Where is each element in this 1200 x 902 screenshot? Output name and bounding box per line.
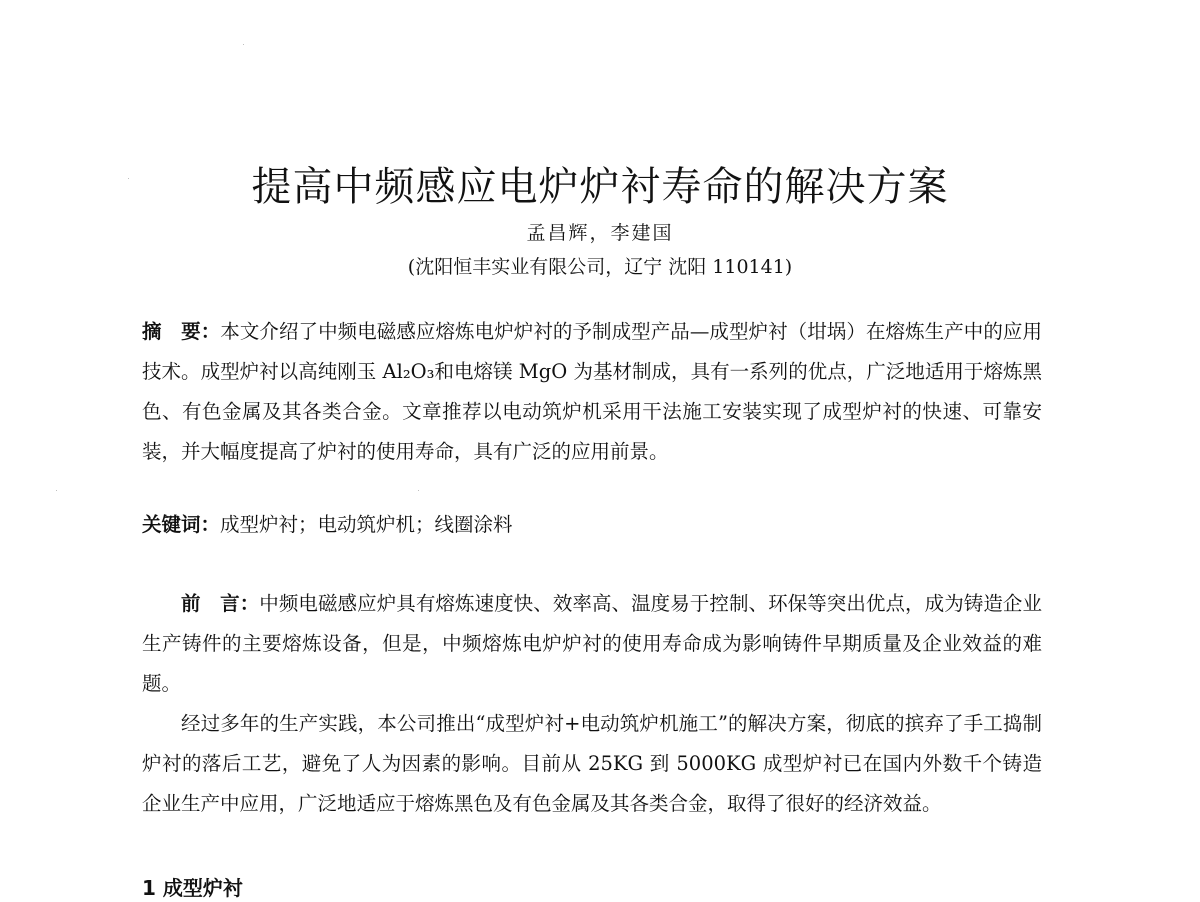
introduction [142, 584, 1042, 824]
keywords-text: 成型炉衬；电动筑炉机；线圈涂料 [220, 513, 513, 536]
affiliation: (沈阳恒丰实业有限公司，辽宁 沈阳 110141) [407, 256, 793, 278]
abstract-text: 本文介绍了中频电磁感应熔炼电炉炉衬的予制成型产品—成型炉衬（坩埚）在熔炼生产中的应用技术。成型炉衬以高纯刚玉 Al₂O₃和电熔镁 MgO 为基材制成，具有一系列的优点，广泛地适用于熔炼黑色、有色金属及其各类合金。文章推荐以电动筑炉机采用干法施工安装实现了成型炉衬的快速、可靠安装，并大幅度提高了炉衬的使用寿命，具有广泛的应用前景。 [142, 320, 1042, 463]
scan-speck [243, 44, 244, 45]
intro-text-1: 中频电磁感应炉具有熔炼速度快、效率高、温度易于控制、环保等突出优点，成为铸造企业生产铸件的主要熔炼设备，但是，中频熔炼电炉炉衬的使用寿命成为影响铸件早期质量及企业效益的难题。 [142, 592, 1042, 695]
paper-title: 提高中频感应电炉炉衬寿命的解决方案 [251, 163, 949, 210]
keywords-label: 关键词： [142, 513, 221, 536]
intro-label: 前 言： [181, 592, 260, 615]
keywords [142, 508, 1042, 542]
intro-paragraph [142, 584, 1042, 704]
intro-paragraph: 经过多年的生产实践，本公司推出“成型炉衬+电动筑炉机施工”的解决方案，彻底的摈弃了手工捣制炉衬的落后工艺，避免了人为因素的影响。目前从 25KG 到 5000KG 成型炉衬已在国内外数千个铸造企业生产中应用，广泛地适应于熔炼黑色及有色金属及其各类合金，取得了很好的经济效益。 [142, 712, 1042, 815]
author-list: 孟昌辉，李建国 [526, 222, 674, 244]
scan-speck [56, 490, 57, 491]
abstract-label: 摘 要： [142, 320, 221, 343]
section-heading: 1 成型炉衬 [142, 876, 243, 900]
scan-speck [418, 490, 419, 491]
abstract [142, 312, 1042, 472]
